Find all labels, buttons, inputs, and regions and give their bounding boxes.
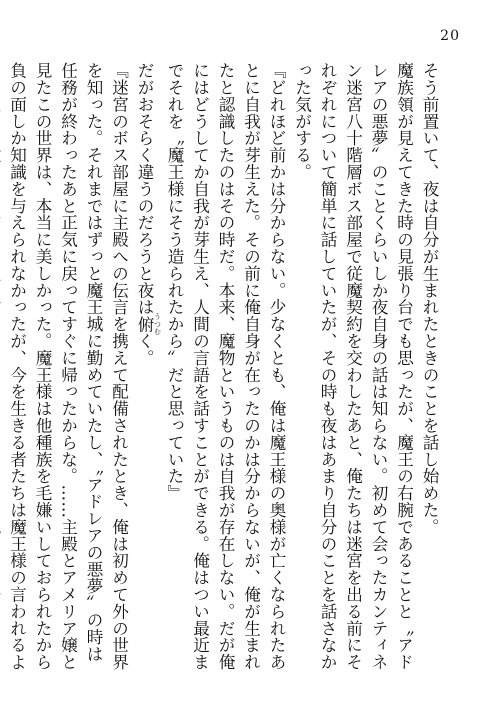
paragraph-5: 『迷宮のボス部屋に主殿への伝言を携えて配備されたとき、俺は初めて外の世界を知った。それまではずっと魔王城に勤めていたし、〝アドレアの悪夢〟の時は任務が終わったあと正気に戻ってすぐに帰ったからな。……主殿とアメリア嬢と見たこの世界は、本当に美しかった。魔王様は他種族を毛嫌いしておられたから負の面しか知識を与えられなかったが、今を生きる者たちは魔王様の言われるよ — [7, 62, 129, 671]
ruby-base: 俯 — [135, 313, 154, 335]
paragraph-2: 魔族領が見えてきた時の見張り台でも思ったが、魔王の右腕であることと〝アドレアの悪夢〟のことくらいしか夜自身の話は知らない。初めて会ったカンティネン迷宮八十階層ボス部屋で従魔契約を交わしたあと、俺たちは迷宮を出る前にそれぞれについて簡単に話していたが、その時も夜はあまり自分のことを話さなかった気がする。 — [292, 62, 414, 671]
paragraph-1: そう前置いて、夜は自分が生まれたときのことを話し始めた。 — [420, 62, 439, 536]
paragraph-3: 『どれほど前かは分からない。少なくとも、俺は魔王様の奥様が亡くなられたあとに自我が芽生えた。その前に俺自身が在ったのかは分からないが、俺が生まれたと認識したのはその時だ。本来、魔物というものは自我が存在しない。だが俺にはどうしてか自我が芽生え、人間の言語を話すことができる。俺はつい最近までそれを〝魔王様にそう造られたから〟だと思っていた』 — [165, 62, 286, 671]
page-number: 20 — [440, 28, 460, 44]
paragraph-4-end: く。 — [135, 332, 154, 367]
ruby-reading: うつむ — [153, 313, 162, 335]
paragraph-4-text: だがおそらく違うのだろうと夜は — [135, 62, 154, 316]
vertical-text-block — [7, 62, 442, 672]
ruby-word — [135, 313, 162, 335]
paragraph-4 — [132, 62, 162, 672]
